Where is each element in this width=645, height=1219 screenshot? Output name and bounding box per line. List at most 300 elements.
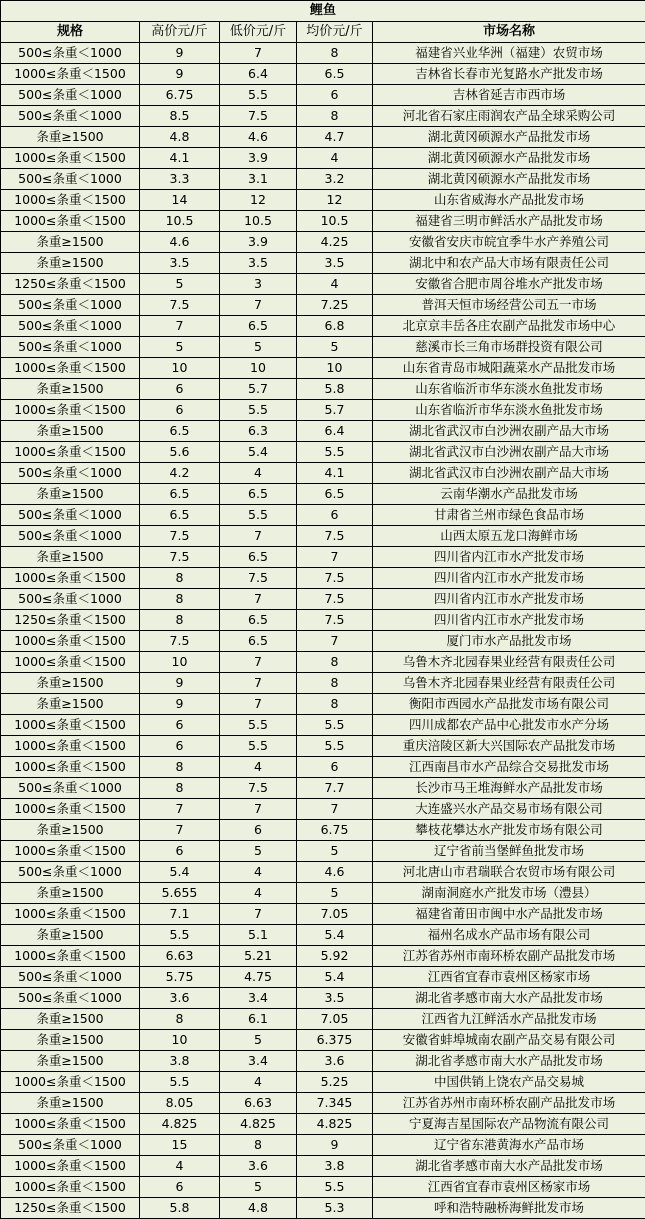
market-cell: 江西省宜春市袁州区杨家市场 [373, 1177, 645, 1198]
avg-price-cell: 6.375 [297, 1030, 373, 1051]
high-price-cell: 4 [140, 1156, 220, 1177]
market-cell: 江西省宜春市袁州区杨家市场 [373, 967, 645, 988]
low-price-cell: 7 [220, 799, 297, 820]
market-cell: 江西省九江鲜活水产品批发市场 [373, 1009, 645, 1030]
spec-cell: 500≤条重＜1000 [1, 778, 140, 799]
spec-cell: 500≤条重＜1000 [1, 967, 140, 988]
low-price-cell: 3.4 [220, 1051, 297, 1072]
table-row [1, 820, 645, 841]
avg-price-cell: 3.6 [297, 1051, 373, 1072]
spec-cell: 500≤条重＜1000 [1, 85, 140, 106]
high-price-cell: 3.5 [140, 253, 220, 274]
low-price-cell: 5.1 [220, 925, 297, 946]
high-price-cell: 8 [140, 589, 220, 610]
avg-price-cell: 6.5 [297, 64, 373, 85]
low-price-cell: 3 [220, 274, 297, 295]
spec-cell: 1000≤条重＜1500 [1, 190, 140, 211]
spec-cell: 1000≤条重＜1500 [1, 211, 140, 232]
low-price-cell: 3.6 [220, 1156, 297, 1177]
spec-cell: 1000≤条重＜1500 [1, 400, 140, 421]
high-price-cell: 8 [140, 757, 220, 778]
market-cell: 甘肃省兰州市绿色食品市场 [373, 505, 645, 526]
market-cell: 湖北省孝感市南大水产品批发市场 [373, 1051, 645, 1072]
avg-price-cell: 3.8 [297, 1156, 373, 1177]
low-price-cell: 4 [220, 1072, 297, 1093]
market-cell: 河北唐山市君瑞联合农贸市场有限公司 [373, 862, 645, 883]
market-cell: 湖南洞庭水产批发市场（澧县） [373, 883, 645, 904]
high-price-cell: 7 [140, 820, 220, 841]
market-cell: 辽宁省东港黄海水产品市场 [373, 1135, 645, 1156]
spec-cell: 1250≤条重＜1500 [1, 1198, 140, 1219]
market-cell: 四川省内江市水产批发市场 [373, 610, 645, 631]
market-cell: 湖北省武汉市白沙洲农副产品大市场 [373, 442, 645, 463]
spec-cell: 1000≤条重＜1500 [1, 1156, 140, 1177]
high-price-cell: 6.5 [140, 484, 220, 505]
spec-cell: 500≤条重＜1000 [1, 988, 140, 1009]
table-row [1, 85, 645, 106]
table-row [1, 967, 645, 988]
table-row [1, 337, 645, 358]
table-row [1, 589, 645, 610]
market-cell: 河北省石家庄雨润农产品全球采购公司 [373, 106, 645, 127]
avg-price-cell: 4.1 [297, 463, 373, 484]
market-cell: 慈溪市长三角市场群投资有限公司 [373, 337, 645, 358]
spec-cell: 1000≤条重＜1500 [1, 568, 140, 589]
high-price-cell: 5 [140, 274, 220, 295]
market-cell: 湖北中和农产品大市场有限责任公司 [373, 253, 645, 274]
market-cell: 湖北黄冈硕源水产品批发市场 [373, 127, 645, 148]
low-price-cell: 3.1 [220, 169, 297, 190]
low-price-cell: 6.5 [220, 547, 297, 568]
table-row [1, 169, 645, 190]
table-row [1, 463, 645, 484]
header-market: 市场名称 [373, 22, 645, 43]
header-low-price: 低价元/斤 [220, 22, 297, 43]
avg-price-cell: 5 [297, 841, 373, 862]
low-price-cell: 4.8 [220, 1198, 297, 1219]
table-row [1, 1093, 645, 1114]
spec-cell: 条重≥1500 [1, 694, 140, 715]
market-cell: 吉林省延吉市西市场 [373, 85, 645, 106]
avg-price-cell: 8 [297, 652, 373, 673]
avg-price-cell: 4 [297, 148, 373, 169]
table-row [1, 946, 645, 967]
avg-price-cell: 5.5 [297, 442, 373, 463]
high-price-cell: 4.1 [140, 148, 220, 169]
low-price-cell: 4 [220, 883, 297, 904]
table-row [1, 379, 645, 400]
table-row [1, 1072, 645, 1093]
avg-price-cell: 7 [297, 547, 373, 568]
spec-cell: 条重≥1500 [1, 1009, 140, 1030]
avg-price-cell: 7.25 [297, 295, 373, 316]
avg-price-cell: 7.05 [297, 1009, 373, 1030]
table-body [1, 43, 645, 1219]
avg-price-cell: 6.8 [297, 316, 373, 337]
table-row [1, 904, 645, 925]
table-row [1, 274, 645, 295]
spec-cell: 条重≥1500 [1, 1030, 140, 1051]
market-cell: 湖北省武汉市白沙洲农副产品大市场 [373, 421, 645, 442]
market-cell: 衡阳市西园水产品批发市场有限公司 [373, 694, 645, 715]
high-price-cell: 5 [140, 337, 220, 358]
high-price-cell: 5.75 [140, 967, 220, 988]
spec-cell: 500≤条重＜1000 [1, 337, 140, 358]
high-price-cell: 6.75 [140, 85, 220, 106]
table-row [1, 568, 645, 589]
market-cell: 乌鲁木齐北园春果业经营有限责任公司 [373, 652, 645, 673]
high-price-cell: 9 [140, 694, 220, 715]
low-price-cell: 7.5 [220, 778, 297, 799]
avg-price-cell: 8 [297, 673, 373, 694]
low-price-cell: 4 [220, 757, 297, 778]
low-price-cell: 7.5 [220, 106, 297, 127]
spec-cell: 条重≥1500 [1, 547, 140, 568]
spec-cell: 500≤条重＜1000 [1, 505, 140, 526]
low-price-cell: 3.9 [220, 232, 297, 253]
low-price-cell: 6.5 [220, 484, 297, 505]
avg-price-cell: 7 [297, 631, 373, 652]
low-price-cell: 7 [220, 904, 297, 925]
spec-cell: 1000≤条重＜1500 [1, 1114, 140, 1135]
low-price-cell: 5 [220, 337, 297, 358]
market-cell: 湖北省孝感市南大水产品批发市场 [373, 988, 645, 1009]
high-price-cell: 7.1 [140, 904, 220, 925]
high-price-cell: 8 [140, 610, 220, 631]
low-price-cell: 7 [220, 589, 297, 610]
table-row [1, 1198, 645, 1219]
low-price-cell: 7 [220, 43, 297, 64]
header-high-price: 高价元/斤 [140, 22, 220, 43]
high-price-cell: 5.4 [140, 862, 220, 883]
avg-price-cell: 7.345 [297, 1093, 373, 1114]
market-cell: 中国供销上饶农产品交易城 [373, 1072, 645, 1093]
high-price-cell: 4.2 [140, 463, 220, 484]
low-price-cell: 10.5 [220, 211, 297, 232]
high-price-cell: 10 [140, 1030, 220, 1051]
high-price-cell: 8.05 [140, 1093, 220, 1114]
market-cell: 长沙市马王堆海鲜水产品批发市场 [373, 778, 645, 799]
market-cell: 北京京丰岳各庄农副产品批发市场中心 [373, 316, 645, 337]
avg-price-cell: 8 [297, 106, 373, 127]
spec-cell: 条重≥1500 [1, 820, 140, 841]
avg-price-cell: 3.5 [297, 253, 373, 274]
low-price-cell: 4 [220, 862, 297, 883]
table-row [1, 358, 645, 379]
low-price-cell: 5.5 [220, 715, 297, 736]
high-price-cell: 6 [140, 715, 220, 736]
high-price-cell: 9 [140, 43, 220, 64]
low-price-cell: 4.825 [220, 1114, 297, 1135]
spec-cell: 500≤条重＜1000 [1, 106, 140, 127]
market-cell: 四川成都农产品中心批发市水产分场 [373, 715, 645, 736]
spec-cell: 500≤条重＜1000 [1, 862, 140, 883]
table-row [1, 862, 645, 883]
market-cell: 湖北省武汉市白沙洲农副产品大市场 [373, 463, 645, 484]
market-cell: 四川省内江市水产批发市场 [373, 589, 645, 610]
low-price-cell: 5.21 [220, 946, 297, 967]
table-title: 鲤鱼 [1, 1, 645, 22]
table-row [1, 673, 645, 694]
low-price-cell: 4.75 [220, 967, 297, 988]
high-price-cell: 10 [140, 358, 220, 379]
high-price-cell: 6 [140, 841, 220, 862]
market-cell: 四川省内江市水产批发市场 [373, 547, 645, 568]
table-row [1, 400, 645, 421]
table-row [1, 757, 645, 778]
avg-price-cell: 4.7 [297, 127, 373, 148]
spec-cell: 1000≤条重＜1500 [1, 64, 140, 85]
market-cell: 山东省威海水产品批发市场 [373, 190, 645, 211]
low-price-cell: 8 [220, 1135, 297, 1156]
market-cell: 福建省三明市鲜活水产品批发市场 [373, 211, 645, 232]
table-row [1, 799, 645, 820]
high-price-cell: 10 [140, 652, 220, 673]
market-cell: 安徽省合肥市周谷堆水产批发市场 [373, 274, 645, 295]
high-price-cell: 3.6 [140, 988, 220, 1009]
table-row [1, 1009, 645, 1030]
low-price-cell: 10 [220, 358, 297, 379]
market-cell: 福建省兴业华洲（福建）农贸市场 [373, 43, 645, 64]
high-price-cell: 8 [140, 778, 220, 799]
table-row [1, 715, 645, 736]
spec-cell: 条重≥1500 [1, 1051, 140, 1072]
spec-cell: 1000≤条重＜1500 [1, 904, 140, 925]
spec-cell: 500≤条重＜1000 [1, 316, 140, 337]
low-price-cell: 5.5 [220, 85, 297, 106]
low-price-cell: 6.5 [220, 316, 297, 337]
spec-cell: 500≤条重＜1000 [1, 463, 140, 484]
table-row [1, 1030, 645, 1051]
market-cell: 呼和浩特融桥海鲜批发市场 [373, 1198, 645, 1219]
market-cell: 江苏省苏州市南环桥农副产品批发市场 [373, 1093, 645, 1114]
high-price-cell: 3.3 [140, 169, 220, 190]
avg-price-cell: 6 [297, 85, 373, 106]
low-price-cell: 4.6 [220, 127, 297, 148]
low-price-cell: 7 [220, 673, 297, 694]
spec-cell: 条重≥1500 [1, 1093, 140, 1114]
avg-price-cell: 6.75 [297, 820, 373, 841]
market-cell: 安徽省安庆市皖宜季牛水产养殖公司 [373, 232, 645, 253]
market-cell: 湖北省孝感市南大水产品批发市场 [373, 1156, 645, 1177]
table-row [1, 232, 645, 253]
spec-cell: 1000≤条重＜1500 [1, 652, 140, 673]
avg-price-cell: 7.7 [297, 778, 373, 799]
market-cell: 江西南昌市水产品综合交易批发市场 [373, 757, 645, 778]
high-price-cell: 15 [140, 1135, 220, 1156]
high-price-cell: 5.8 [140, 1198, 220, 1219]
spec-cell: 1000≤条重＜1500 [1, 148, 140, 169]
market-cell: 福建省莆田市闽中水产品批发市场 [373, 904, 645, 925]
high-price-cell: 9 [140, 673, 220, 694]
high-price-cell: 5.655 [140, 883, 220, 904]
high-price-cell: 6 [140, 400, 220, 421]
avg-price-cell: 4.25 [297, 232, 373, 253]
spec-cell: 条重≥1500 [1, 925, 140, 946]
avg-price-cell: 5 [297, 337, 373, 358]
low-price-cell: 6.63 [220, 1093, 297, 1114]
low-price-cell: 3.9 [220, 148, 297, 169]
table-row [1, 127, 645, 148]
avg-price-cell: 4.825 [297, 1114, 373, 1135]
table-row [1, 1114, 645, 1135]
avg-price-cell: 3.5 [297, 988, 373, 1009]
spec-cell: 1250≤条重＜1500 [1, 274, 140, 295]
table-row [1, 1177, 645, 1198]
spec-cell: 500≤条重＜1000 [1, 526, 140, 547]
spec-cell: 条重≥1500 [1, 232, 140, 253]
low-price-cell: 6.1 [220, 1009, 297, 1030]
avg-price-cell: 5.4 [297, 967, 373, 988]
header-spec: 规格 [1, 22, 140, 43]
high-price-cell: 6 [140, 1177, 220, 1198]
market-cell: 湖北黄冈硕源水产品批发市场 [373, 169, 645, 190]
table-row [1, 484, 645, 505]
high-price-cell: 4.825 [140, 1114, 220, 1135]
market-cell: 云南华潮水产品批发市场 [373, 484, 645, 505]
spec-cell: 1000≤条重＜1500 [1, 1072, 140, 1093]
table-row [1, 211, 645, 232]
table-row [1, 736, 645, 757]
low-price-cell: 6.4 [220, 64, 297, 85]
high-price-cell: 7.5 [140, 295, 220, 316]
table-row [1, 43, 645, 64]
table-row [1, 631, 645, 652]
high-price-cell: 4.6 [140, 232, 220, 253]
table-row [1, 190, 645, 211]
table-row [1, 610, 645, 631]
avg-price-cell: 7 [297, 799, 373, 820]
spec-cell: 1000≤条重＜1500 [1, 841, 140, 862]
avg-price-cell: 7.5 [297, 589, 373, 610]
spec-cell: 500≤条重＜1000 [1, 589, 140, 610]
table-row [1, 694, 645, 715]
low-price-cell: 5 [220, 1177, 297, 1198]
market-cell: 江苏省苏州市南环桥农副产品批发市场 [373, 946, 645, 967]
table-row [1, 295, 645, 316]
market-cell: 厦门市水产品批发市场 [373, 631, 645, 652]
spec-cell: 1000≤条重＜1500 [1, 715, 140, 736]
market-cell: 湖北黄冈硕源水产品批发市场 [373, 148, 645, 169]
high-price-cell: 7 [140, 799, 220, 820]
spec-cell: 条重≥1500 [1, 421, 140, 442]
spec-cell: 500≤条重＜1000 [1, 43, 140, 64]
spec-cell: 500≤条重＜1000 [1, 169, 140, 190]
avg-price-cell: 6 [297, 757, 373, 778]
avg-price-cell: 7.05 [297, 904, 373, 925]
spec-cell: 条重≥1500 [1, 127, 140, 148]
high-price-cell: 5.6 [140, 442, 220, 463]
table-row [1, 925, 645, 946]
avg-price-cell: 6.4 [297, 421, 373, 442]
spec-cell: 1000≤条重＜1500 [1, 799, 140, 820]
spec-cell: 1000≤条重＜1500 [1, 358, 140, 379]
low-price-cell: 4 [220, 463, 297, 484]
low-price-cell: 6.5 [220, 610, 297, 631]
avg-price-cell: 6 [297, 505, 373, 526]
avg-price-cell: 3.2 [297, 169, 373, 190]
market-cell: 普洱天恒市场经营公司五一市场 [373, 295, 645, 316]
low-price-cell: 5.5 [220, 505, 297, 526]
high-price-cell: 6.5 [140, 421, 220, 442]
table-row [1, 442, 645, 463]
high-price-cell: 5.5 [140, 1072, 220, 1093]
low-price-cell: 5.7 [220, 379, 297, 400]
table-row [1, 1051, 645, 1072]
market-cell: 福州名成水产品市场有限公司 [373, 925, 645, 946]
high-price-cell: 6.63 [140, 946, 220, 967]
low-price-cell: 5.5 [220, 400, 297, 421]
low-price-cell: 5 [220, 1030, 297, 1051]
low-price-cell: 7 [220, 652, 297, 673]
spec-cell: 1250≤条重＜1500 [1, 610, 140, 631]
spec-cell: 条重≥1500 [1, 253, 140, 274]
market-cell: 安徽省蚌埠城南农副产品交易有限公司 [373, 1030, 645, 1051]
spec-cell: 条重≥1500 [1, 484, 140, 505]
market-cell: 山东省临沂市华东淡水鱼批发市场 [373, 379, 645, 400]
market-cell: 辽宁省前当堡鲜鱼批发市场 [373, 841, 645, 862]
high-price-cell: 4.8 [140, 127, 220, 148]
avg-price-cell: 5.5 [297, 715, 373, 736]
spec-cell: 500≤条重＜1000 [1, 1135, 140, 1156]
avg-price-cell: 9 [297, 1135, 373, 1156]
high-price-cell: 10.5 [140, 211, 220, 232]
low-price-cell: 3.5 [220, 253, 297, 274]
market-cell: 四川省内江市水产批发市场 [373, 568, 645, 589]
low-price-cell: 7 [220, 526, 297, 547]
market-cell: 攀枝花攀达水产批发市场有限公司 [373, 820, 645, 841]
spec-cell: 条重≥1500 [1, 379, 140, 400]
table-row [1, 1156, 645, 1177]
high-price-cell: 7.5 [140, 631, 220, 652]
avg-price-cell: 5.5 [297, 736, 373, 757]
high-price-cell: 3.8 [140, 1051, 220, 1072]
spec-cell: 条重≥1500 [1, 673, 140, 694]
avg-price-cell: 10 [297, 358, 373, 379]
avg-price-cell: 6.5 [297, 484, 373, 505]
market-cell: 山东省临沂市华东淡水鱼批发市场 [373, 400, 645, 421]
table-row [1, 841, 645, 862]
table-row [1, 106, 645, 127]
table-row [1, 421, 645, 442]
avg-price-cell: 4.6 [297, 862, 373, 883]
table-row [1, 253, 645, 274]
high-price-cell: 9 [140, 64, 220, 85]
low-price-cell: 6 [220, 820, 297, 841]
spec-cell: 1000≤条重＜1500 [1, 631, 140, 652]
low-price-cell: 6.3 [220, 421, 297, 442]
market-cell: 大连盛兴水产品交易市场有限公司 [373, 799, 645, 820]
low-price-cell: 6.5 [220, 631, 297, 652]
spec-cell: 1000≤条重＜1500 [1, 946, 140, 967]
high-price-cell: 8 [140, 1009, 220, 1030]
avg-price-cell: 7.5 [297, 610, 373, 631]
low-price-cell: 12 [220, 190, 297, 211]
avg-price-cell: 5.3 [297, 1198, 373, 1219]
avg-price-cell: 7.5 [297, 568, 373, 589]
avg-price-cell: 5.7 [297, 400, 373, 421]
high-price-cell: 7.5 [140, 547, 220, 568]
avg-price-cell: 5.25 [297, 1072, 373, 1093]
low-price-cell: 3.4 [220, 988, 297, 1009]
market-cell: 吉林省长春市光复路水产批发市场 [373, 64, 645, 85]
avg-price-cell: 12 [297, 190, 373, 211]
header-avg-price: 均价元/斤 [297, 22, 373, 43]
table-row [1, 988, 645, 1009]
avg-price-cell: 4 [297, 274, 373, 295]
table-row [1, 547, 645, 568]
table-row [1, 526, 645, 547]
